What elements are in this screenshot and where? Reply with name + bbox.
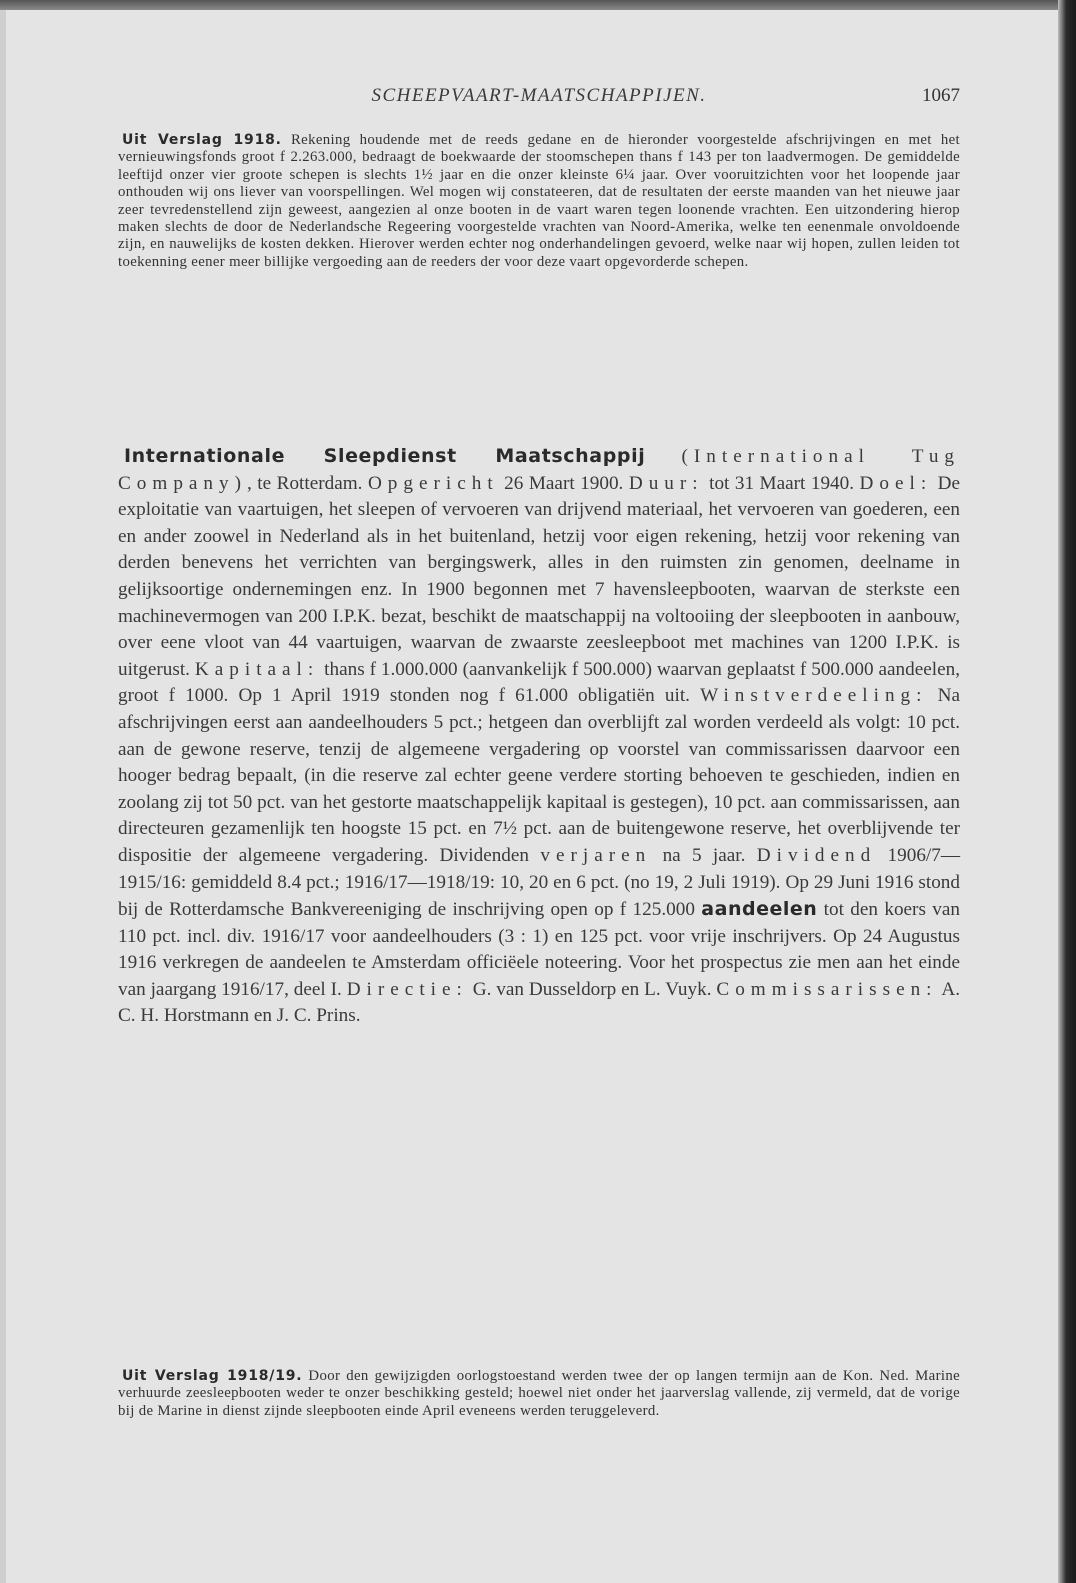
profit-distribution-value: Na afschrijvingen eerst aan aandeelhouders 5 pct.; hetgeen dan overblijft zal worden verdeeld als volgt: 10 pct. aan de gewone reserve, tenzij de algemeene vergadering op voorstel van commissarissen daarvoor een hooger bedrag bepaalt, (in die reserve zal echter geene verdere storting behoeven te geschieden, indien en zoolang zij tot 50 pct. van het gestorte maatschappelijk kapitaal is gestegen), 10 pct. aan commissarissen, aan directeuren gezamenlijk ten hoogste 15 pct. en 7½ pct. aan de buitengewone reserve, het overblijvende ter dispositie der algemeene vergadering. Dividenden [118, 685, 960, 866]
report-1918-19-text: Door den gewijzigden oorlogstoestand werden twee der op langen termijn aan de Kon. Ned. Marine verhuurde zeesleepbooten weder te onzer beschikking gesteld; hoewel niet onder het jaarverslag vallende, zij vermeld, dat de vorige bij de Marine in dienst zijnde sleepbooten einde April eveneens werden teruggeleverd. [118, 1368, 960, 1419]
report-1918-19-lead: Uit Verslag 1918/19. [122, 1368, 303, 1384]
commissioners-label: Commissarissen: [716, 978, 938, 1000]
scan-top-edge [0, 0, 1076, 10]
capital-value: thans f 1.000.000 (aanvankelijk f 500.000) waarvan geplaatst f 500.000 aandeelen, groot f 1000. Op 1 April 1919 stonden nog f 61.000 obligatiën uit. [118, 658, 961, 707]
commissioners-value: A. C. H. Horstmann en J. C. Prins. [118, 978, 961, 1027]
company-english-name: (International Tug Company) [118, 446, 961, 494]
dividend-value-2: tot den koers van 110 pct. incl. div. 1916/17 voor aandeelhouders (3 : 1) en 125 pct. voor vrije inschrijvers. Op 24 Augustus 1916 verkregen de aandeelen te Amsterdam officiëele noteering. Voor het prospectus zie men aan het einde van jaargang 1916/17, deel I. [118, 899, 960, 1000]
purpose-value: De exploitatie van vaartuigen, het sleepen of vervoeren van drijvend materiaal, het vervoeren van goederen, een en ander zoowel in Nederland als in het buitenland, hetzij voor eigen rekening, hetzij voor rekening van derden benevens het verrichten van bergingswerk, alles in den ruimsten zin genomen, deelname in gelijksoortige ondernemingen enz. In 1900 begonnen met 7 havensleepbooten, waarvan de sterkste een machinevermogen van 200 I.P.K. bezat, beschikt de maatschappij na voltooiing der sleepbooten in aanbouw, over eene vloot van 44 vaartuigen, waarvan de zwaarste zeesleepboot met machines van 1200 I.P.K. is uitgerust. [118, 472, 961, 680]
running-header [118, 85, 960, 115]
duration-value: tot 31 Maart 1940. [709, 472, 855, 494]
company-entry [118, 443, 960, 1030]
page-number: 1067 [922, 85, 960, 106]
capital-label: Kapitaal: [194, 658, 320, 680]
dividend-value-1: 1906/7—1915/16: gemiddeld 8.4 pct.; 1916/17—1918/19: 10, 20 en 6 pct. (no 19, 2 Juli 1919). Op 29 Juni 1916 stond bij de Rotterdamsche Bankvereeniging de inschrijving open op f 125.000 [118, 844, 961, 921]
report-1918-paragraph [118, 132, 960, 271]
founded-label: Opgericht [367, 472, 499, 494]
running-title: SCHEEPVAART-MAATSCHAPPIJEN. [371, 85, 707, 106]
dividend-label: Dividend [756, 844, 877, 866]
report-1918-lead: Uit Verslag 1918. [122, 132, 282, 148]
expire-value: na 5 jaar. [662, 844, 746, 866]
purpose-label: Doel: [859, 472, 933, 494]
profit-distribution-label: Winstverdeeling: [700, 685, 928, 707]
dividend-bold-term: aandeelen [701, 898, 818, 921]
board-label: Directie: [346, 978, 468, 1000]
company-location: , te Rotterdam. [247, 472, 363, 494]
expire-label: verjaren [540, 844, 652, 866]
company-name: Internationale Sleepdienst Maatschappij [124, 445, 646, 467]
duration-label: Duur: [628, 472, 704, 494]
founded-value: 26 Maart 1900. [504, 472, 624, 494]
scan-right-edge [1058, 0, 1076, 1583]
report-1918-text: Rekening houdende met de reeds gedane en de hieronder voorgestelde afschrijvingen en met het vernieuwingsfonds groot f 2.263.000, bedraagt de boekwaarde der stoomschepen thans f 143 per ton laadvermogen. De gemiddelde leeftijd onzer vier groote schepen is slechts 1½ jaar en die onzer kleinste 6¼ jaar. Over vooruitzichten voor het loopende jaar onthouden wij ons liever van voorspellingen. Wel mogen wij constateeren, dat de resultaten der eerste maanden van het nieuwe jaar zeer tevredenstellend zijn geweest, aangezien al onze booten in de vaart waren tegen loonende vrachten. Een uitzondering hierop maken slechts de door de Nederlandsche Regeering voorgestelde vrachten van Noord-Amerika, welke ten eenenmale onvoldoende zijn, en nauwelijks de kosten dekken. Hierover werden echter nog onderhandelingen gevoerd, welke naar wij hopen, zullen leiden tot toekenning eener meer billijke vergoeding aan de reeders der voor deze vaart opgevorderde schepen. [118, 132, 960, 270]
board-value: G. van Dusseldorp en L. Vuyk. [472, 978, 712, 1000]
report-1918-19-paragraph [118, 1368, 960, 1420]
